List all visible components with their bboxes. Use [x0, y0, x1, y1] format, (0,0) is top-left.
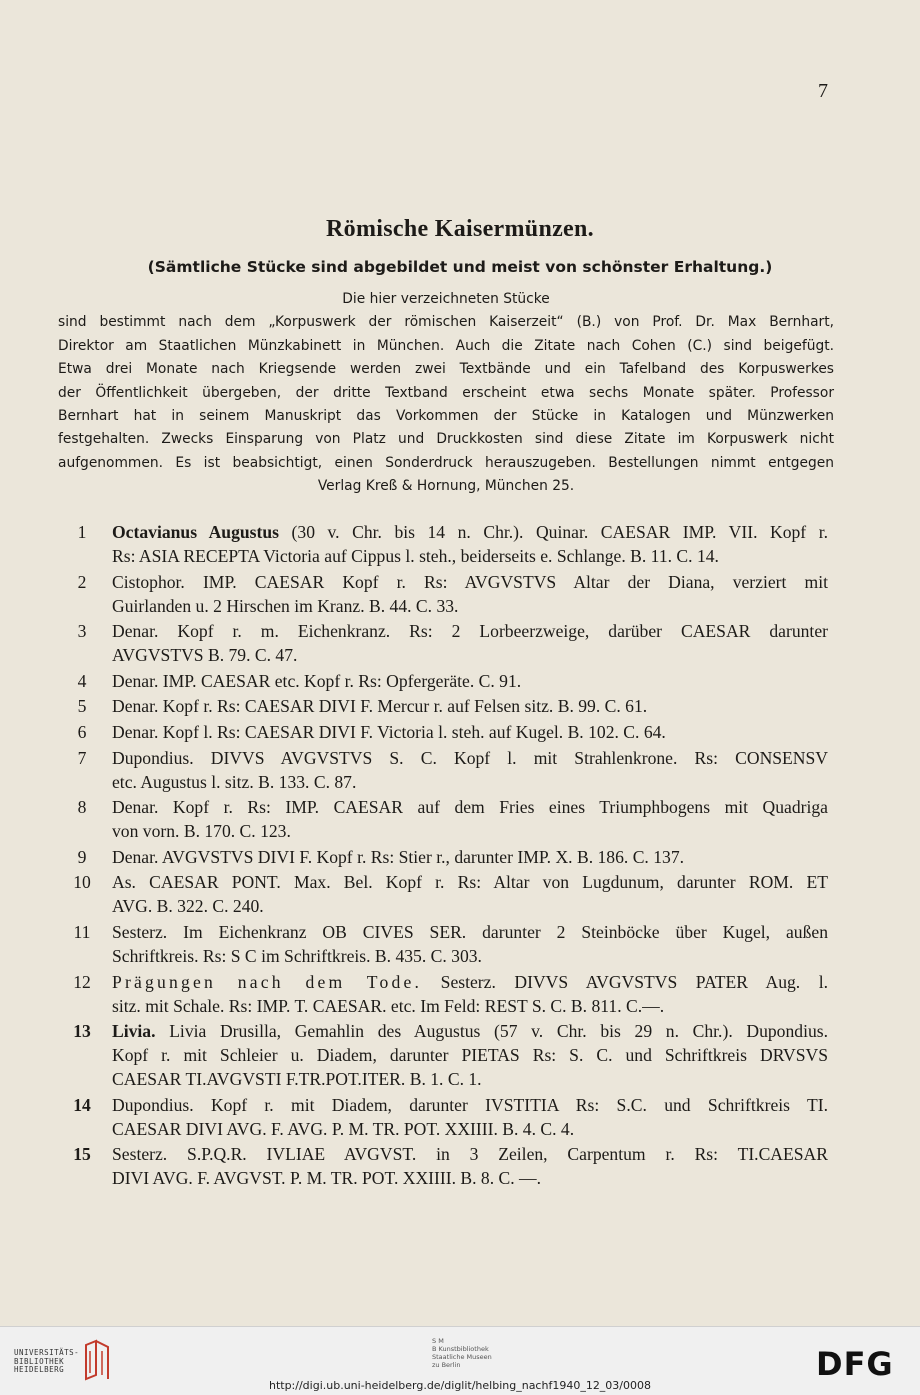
entry-line: Denar. Kopf r. m. Eichenkranz. Rs: 2 Lorbeerzweige, darüber CAESAR darunter: [112, 621, 828, 642]
entry-number: 2: [77, 571, 87, 592]
entry-text: [112, 570, 828, 618]
entry-line: Denar. Kopf l. Rs: CAESAR DIVI F. Victoria l. steh. auf Kugel. B. 102. C. 64.: [112, 721, 666, 742]
intro-paragraph: [58, 288, 834, 499]
intro-line: Etwa drei Monate nach Kriegsende werden zwei Textbände und ein Tafelband des Korpuswerkes: [58, 361, 834, 378]
stamp-line: Staatliche Museen: [432, 1353, 492, 1361]
entry-line: [112, 520, 828, 544]
entry-line: Denar. IMP. CAESAR etc. Kopf r. Rs: Opfergeräte. C. 91.: [112, 670, 522, 691]
entry-text: [112, 1019, 828, 1091]
entry-text: [112, 746, 828, 794]
entry-line: Sesterz. S.P.Q.R. IVLIAE AVGVST. in 3 Zeilen, Carpentum r. Rs: TI.CAESAR: [112, 1144, 828, 1165]
entry-line: As. CAESAR PONT. Max. Bel. Kopf r. Rs: Altar von Lugdunum, darunter ROM. ET: [112, 872, 828, 893]
entry-number: 14: [73, 1094, 91, 1115]
entry-number: 1: [77, 522, 87, 542]
catalog-entry: [56, 746, 856, 794]
intro-line: festgehalten. Zwecks Einsparung von Platz und Druckkosten sind diese Zitate im Korpuswerk nicht: [58, 431, 834, 448]
entry-line: von vorn. B. 170. C. 123.: [112, 821, 291, 842]
entry-number: 13: [73, 1021, 91, 1042]
entry-number: 12: [73, 971, 91, 992]
entry-line: Kopf r. mit Schleier u. Diadem, darunter PIETAS Rs: S. C. und Schriftkreis DRVSVS: [112, 1045, 828, 1066]
page-number: 7: [818, 80, 828, 102]
entry-number: 3: [77, 621, 87, 642]
entry-line: AVG. B. 322. C. 240.: [112, 896, 264, 917]
intro-body: [58, 311, 834, 475]
entry-number: 10: [73, 872, 91, 893]
catalog-entry: [56, 570, 856, 618]
entry-number: 4: [77, 670, 87, 691]
entry-line: Dupondius. DIVVS AVGVSTVS S. C. Kopf l. mit Strahlenkrone. Rs: CONSENSV: [112, 747, 828, 768]
entry-number: 11: [73, 921, 91, 942]
entry-line: DIVI AVG. F. AVGVST. P. M. TR. POT. XXIIII. B. 8. C. —.: [112, 1168, 542, 1189]
entry-line: CAESAR DIVI AVG. F. AVG. P. M. TR. POT. XXIIII. B. 4. C. 4.: [112, 1118, 575, 1139]
entry-ruler-name: Livia.: [112, 1021, 156, 1042]
catalog-entry: [56, 795, 856, 843]
entry-text: [112, 920, 828, 968]
entry-number: 5: [77, 696, 87, 717]
entry-line-text: Sesterz. DIVVS AVGVSTVS PATER Aug. l.: [440, 971, 829, 992]
entry-text: [112, 1093, 828, 1141]
entry-number: 7: [77, 747, 87, 768]
catalog-entry: [56, 694, 856, 718]
entry-text: [112, 1142, 828, 1190]
entry-text: [112, 669, 828, 693]
intro-first-line: Die hier verzeichneten Stücke: [342, 291, 550, 307]
library-name-line: HEIDELBERG: [14, 1365, 65, 1374]
stamp-line: zu Berlin: [432, 1361, 461, 1369]
source-url-link[interactable]: http://digi.ub.uni-heidelberg.de/diglit/helbing_nachf1940_12_03/0008: [268, 1379, 652, 1392]
catalog-entry: [56, 720, 856, 744]
entry-line: Sesterz. Im Eichenkranz OB CIVES SER. darunter 2 Steinböcke über Kugel, außen: [112, 921, 828, 942]
catalog-entry: [56, 970, 856, 1018]
catalog-entry: [56, 920, 856, 968]
entry-line: Guirlanden u. 2 Hirschen im Kranz. B. 44. C. 33.: [112, 595, 459, 616]
entry-line: Denar. Kopf r. Rs: IMP. CAESAR auf dem Fries eines Triumphbogens mit Quadriga: [112, 797, 828, 818]
ub-heidelberg-logo-icon: [82, 1339, 112, 1381]
entry-text: [112, 870, 828, 918]
catalog-entry: [56, 1093, 856, 1141]
entry-section-heading: Prägungen nach dem Tode.: [112, 971, 423, 992]
entry-line: Cistophor. IMP. CAESAR Kopf r. Rs: AVGVSTVS Altar der Diana, verziert mit: [112, 571, 828, 592]
entry-number: 15: [73, 1144, 91, 1165]
catalog-entry: [56, 845, 856, 869]
catalog-entry: [56, 669, 856, 693]
page-subtitle: (Sämtliche Stücke sind abgebildet und meist von schönster Erhaltung.): [147, 258, 773, 276]
intro-line: sind bestimmt nach dem „Korpuswerk der römischen Kaiserzeit“ (B.) von Prof. Dr. Max Bernhart,: [58, 314, 834, 331]
entry-line: sitz. mit Schale. Rs: IMP. T. CAESAR. etc. Im Feld: REST S. C. B. 811. C.—.: [112, 995, 665, 1016]
entry-line: [112, 970, 828, 994]
coin-catalog-list: [56, 520, 856, 1192]
entry-number: 9: [77, 846, 87, 867]
library-name-line: BIBLIOTHEK: [14, 1356, 65, 1366]
entry-line-text: (30 v. Chr. bis 14 n. Chr.). Quinar. CAESAR IMP. VII. Kopf r.: [291, 522, 828, 542]
library-name: [14, 1349, 79, 1375]
entry-ruler-name: Octavianus Augustus: [112, 522, 280, 542]
entry-text: [112, 619, 828, 667]
entry-line: Denar. AVGVSTVS DIVI F. Kopf r. Rs: Stier r., darunter IMP. X. B. 186. C. 137.: [112, 846, 685, 867]
entry-line: etc. Augustus l. sitz. B. 133. C. 87.: [112, 771, 357, 792]
entry-line: [112, 1019, 828, 1043]
entry-text: [112, 970, 828, 1018]
intro-line: Bernhart hat in seinem Manuskript das Vorkommen der Stücke in Katalogen und Münzwerken: [58, 408, 834, 425]
catalog-entry: [56, 1142, 856, 1190]
entry-text: [112, 845, 828, 869]
entry-line: Dupondius. Kopf r. mit Diadem, darunter IVSTITIA Rs: S.C. und Schriftkreis TI.: [112, 1094, 828, 1115]
footer-bar: [0, 1326, 920, 1395]
catalog-entry: [56, 870, 856, 918]
intro-line: der Öffentlichkeit übergeben, der dritte Textband erscheint etwa sechs Monate später. Professor: [58, 384, 834, 401]
entry-line: CAESAR TI.AVGVSTI F.TR.POT.ITER. B. 1. C. 1.: [112, 1069, 482, 1090]
entry-text: [112, 795, 828, 843]
entry-line: AVGVSTVS B. 79. C. 47.: [112, 645, 298, 666]
entry-text: [112, 720, 828, 744]
entry-line: Schriftkreis. Rs: S C im Schriftkreis. B. 435. C. 303.: [112, 945, 482, 966]
entry-text: [112, 694, 828, 718]
intro-line: aufgenommen. Es ist beabsichtigt, einen Sonderdruck herauszugeben. Bestellungen nimmt entgegen: [58, 454, 834, 471]
catalog-entry: [56, 520, 856, 568]
stamp-line: B Kunstbibliothek: [432, 1345, 489, 1353]
entry-line-text: Livia Drusilla, Gemahlin des Augustus (57 v. Chr. bis 29 n. Chr.). Dupondius.: [169, 1021, 828, 1042]
catalog-entry: [56, 1019, 856, 1091]
entry-number: 8: [77, 797, 87, 818]
entry-line: Denar. Kopf r. Rs: CAESAR DIVI F. Mercur r. auf Felsen sitz. B. 99. C. 61.: [112, 696, 648, 717]
stamp-line: S M: [432, 1337, 444, 1345]
entry-line: Rs: ASIA RECEPTA Victoria auf Cippus l. steh., beiderseits e. Schlange. B. 11. C. 14.: [112, 546, 719, 566]
museum-stamp: [432, 1337, 492, 1369]
entry-number: 6: [77, 721, 87, 742]
library-name-line: UNIVERSITÄTS-: [14, 1348, 80, 1357]
intro-line: Direktor am Staatlichen Münzkabinett in München. Auch die Zitate nach Cohen (C.) sind beigefügt.: [58, 337, 834, 354]
dfg-logo: DFG: [816, 1345, 894, 1383]
entry-text: [112, 520, 828, 568]
catalog-entry: [56, 619, 856, 667]
page-title: Römische Kaisermünzen.: [326, 216, 594, 242]
intro-publisher-line: Verlag Kreß & Hornung, München 25.: [317, 478, 575, 495]
